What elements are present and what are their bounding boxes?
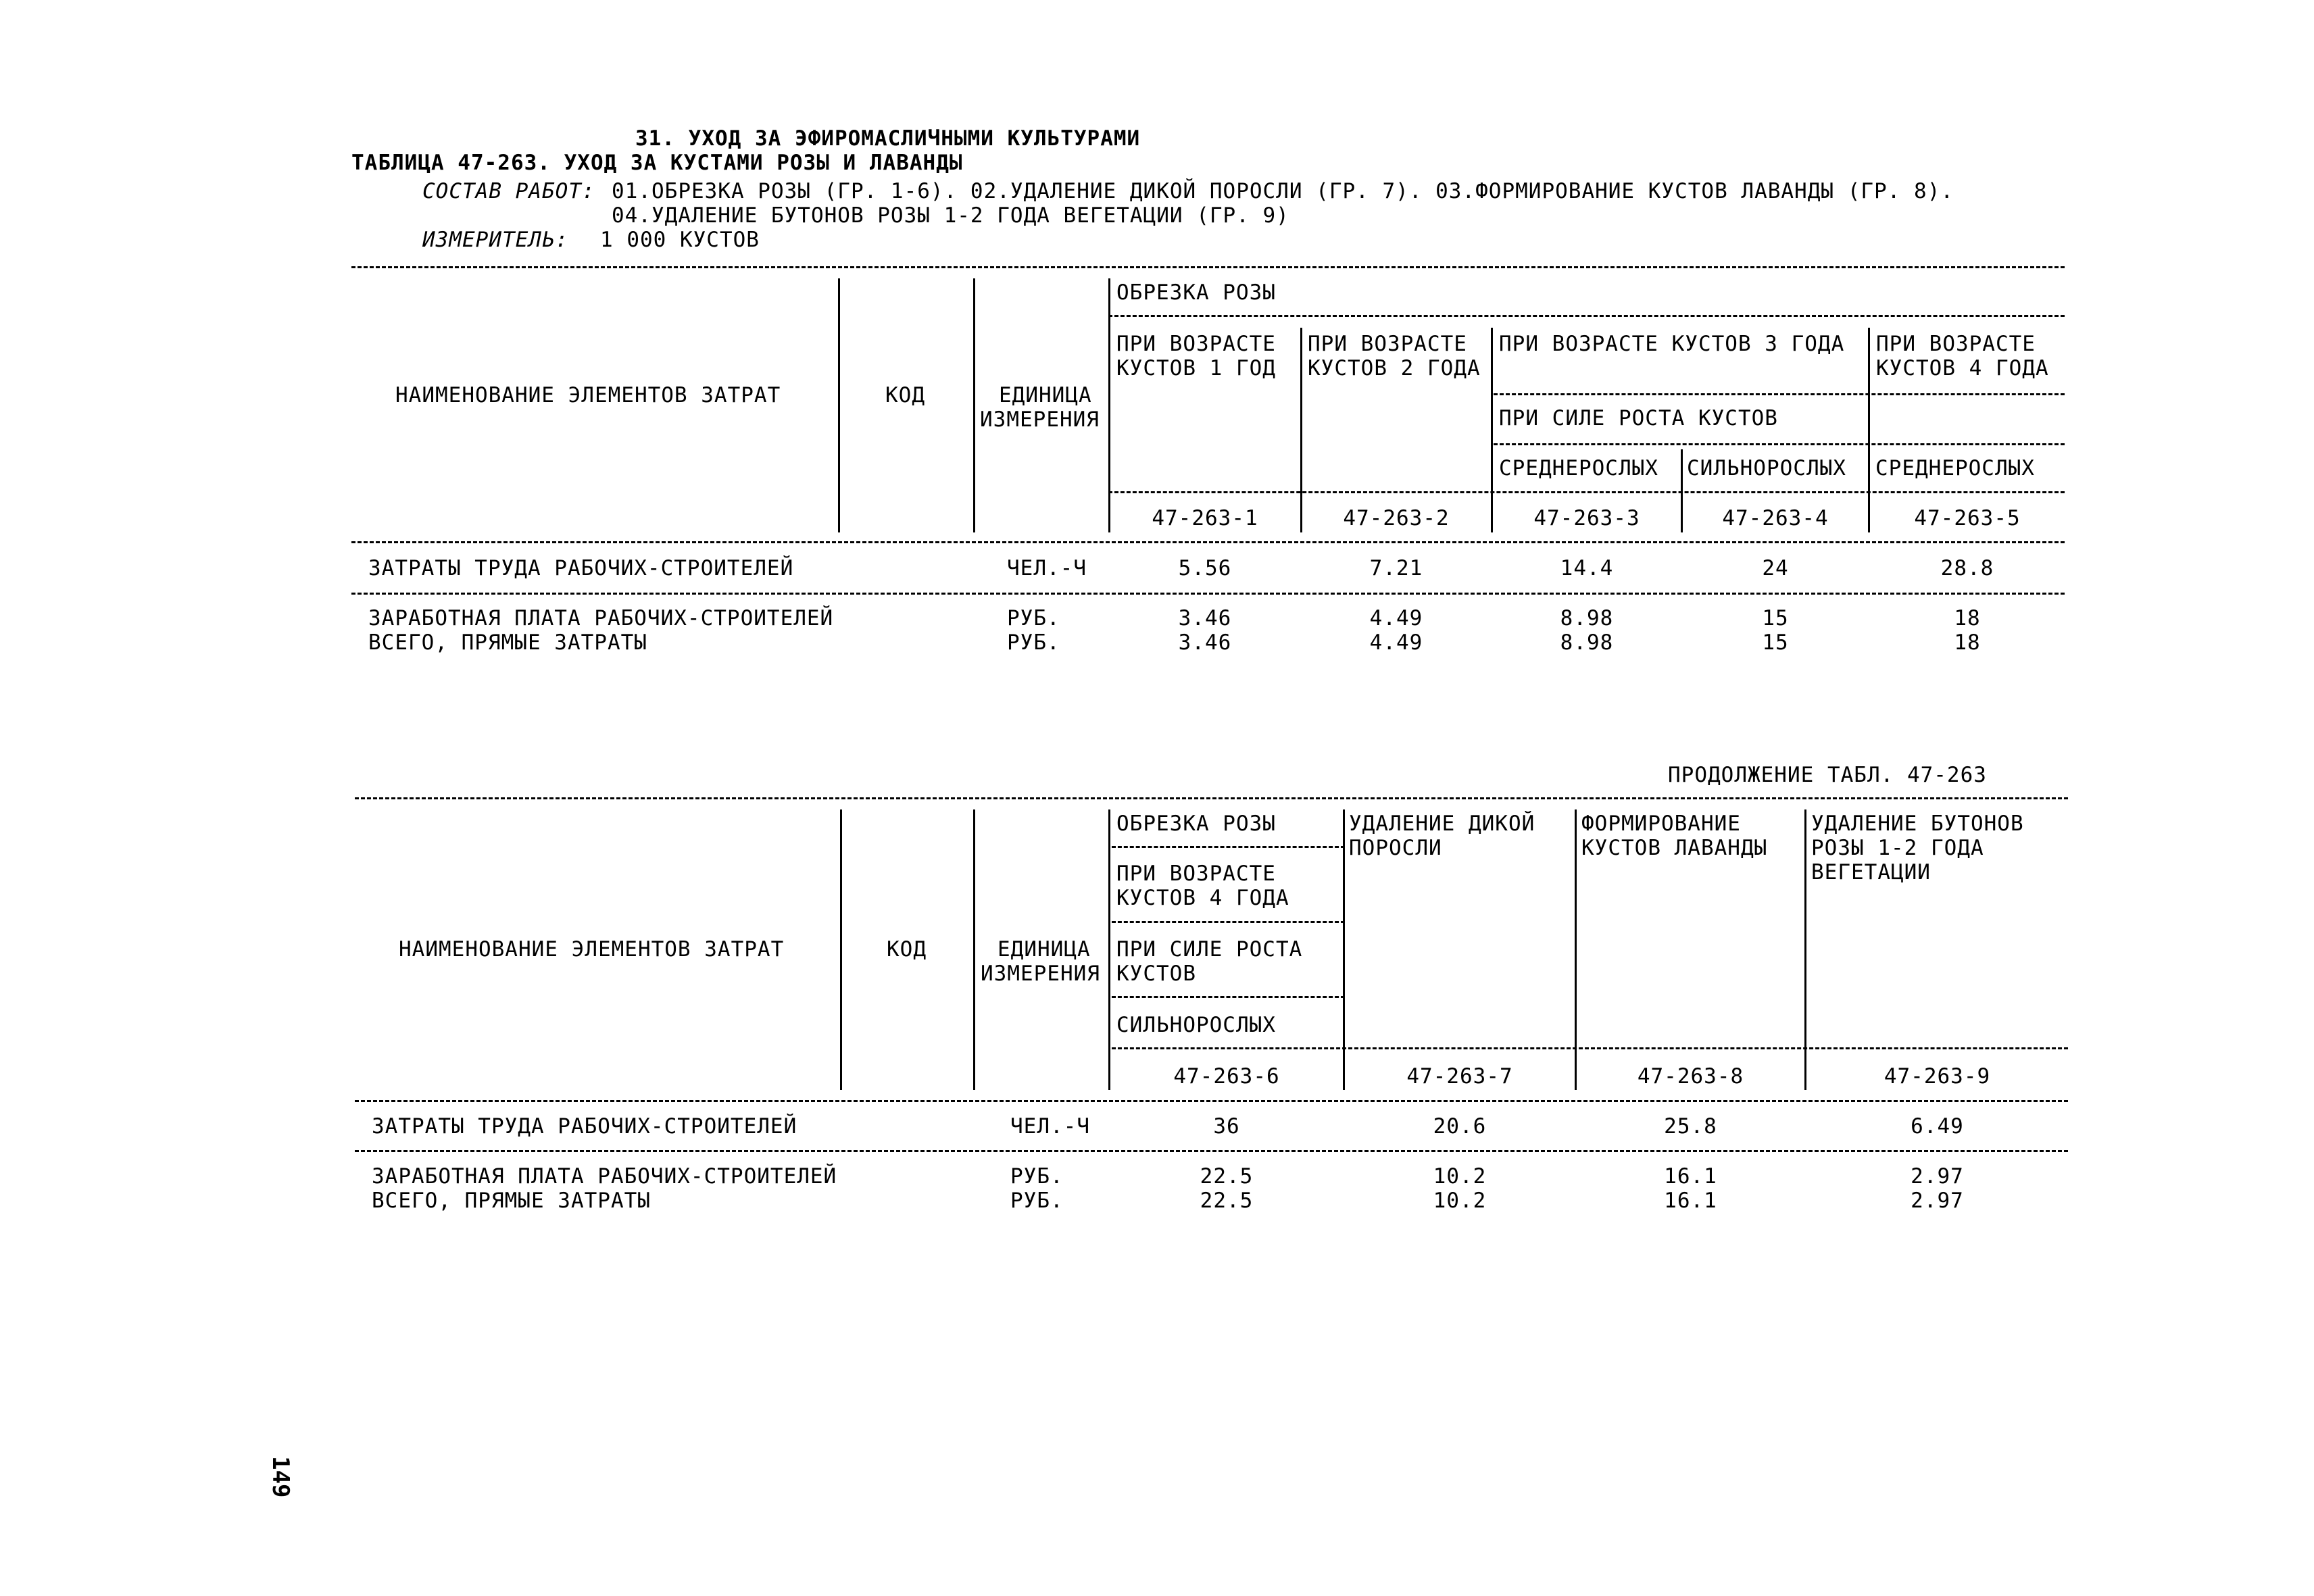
column-rule: [973, 809, 975, 1090]
age1-line-2: КУСТОВ 1 ГОД: [1116, 356, 1276, 380]
age3-header: ПРИ ВОЗРАСТЕ КУСТОВ 3 ГОДА: [1499, 332, 1845, 356]
code-cell: 47-263-3: [1533, 506, 1640, 530]
page-number: 149: [267, 1456, 294, 1498]
value-cell: 5.56: [1178, 556, 1232, 580]
rose-title: ОБРЕЗКА РОЗЫ: [1116, 812, 1276, 836]
value-cell: 22.5: [1200, 1164, 1254, 1189]
value-cell: 24: [1762, 556, 1789, 580]
column-rule: [1491, 328, 1493, 532]
buds-line-2: РОЗЫ 1-2 ГОДА: [1811, 836, 1984, 860]
column-rule: [1343, 809, 1345, 1090]
row-name: ЗАТРАТЫ ТРУДА РАБОЧИХ-СТРОИТЕЛЕЙ: [368, 556, 794, 580]
rule: [1112, 921, 1345, 923]
code-cell: 47-263-5: [1914, 506, 2021, 530]
row-unit: ЧЕЛ.-Ч: [1010, 1114, 1090, 1139]
composition-line-1: 01.ОБРЕЗКА РОЗЫ (ГР. 1-6). 02.УДАЛЕНИЕ ДИКОЙ ПОРОСЛИ (ГР. 7). 03.ФОРМИРОВАНИЕ КУСТОВ ЛАВАНДЫ (ГР. 8).: [612, 179, 1954, 203]
rule: [355, 1100, 2068, 1102]
lavender-line-1: ФОРМИРОВАНИЕ: [1581, 812, 1741, 836]
section-title: 31. УХОД ЗА ЭФИРОМАСЛИЧНЫМИ КУЛЬТУРАМИ: [635, 126, 1141, 151]
row-unit: РУБ.: [1007, 606, 1060, 630]
rule: [1494, 393, 2065, 395]
code-cell: 47-263-6: [1173, 1064, 1280, 1089]
value-cell: 7.21: [1369, 556, 1423, 580]
meter-value: 1 000 КУСТОВ: [600, 228, 760, 252]
value-cell: 18: [1954, 606, 1981, 630]
value-cell: 10.2: [1433, 1164, 1487, 1189]
rose-strong: СИЛЬНОРОСЛЫХ: [1116, 1013, 1276, 1037]
col-name-header: НАИМЕНОВАНИЕ ЭЛЕМЕНТОВ ЗАТРАТ: [399, 937, 785, 962]
value-cell: 6.49: [1911, 1114, 1964, 1139]
wild-line-1: УДАЛЕНИЕ ДИКОЙ: [1349, 812, 1535, 836]
col-unit-header-2: ИЗМЕРЕНИЯ: [981, 962, 1100, 986]
row-unit: РУБ.: [1007, 630, 1060, 655]
medium-header-1: СРЕДНЕРОСЛЫХ: [1499, 456, 1658, 480]
code-cell: 47-263-7: [1406, 1064, 1513, 1089]
col-unit-header-1: ЕДИНИЦА: [998, 937, 1091, 962]
group-title-rose: ОБРЕЗКА РОЗЫ: [1116, 280, 1276, 305]
composition-label: СОСТАВ РАБОТ:: [422, 179, 595, 203]
rule: [1112, 1047, 2068, 1049]
row-unit: РУБ.: [1010, 1189, 1064, 1213]
column-rule: [1108, 278, 1110, 532]
row-unit: ЧЕЛ.-Ч: [1007, 556, 1087, 580]
value-cell: 15: [1762, 606, 1789, 630]
value-cell: 2.97: [1911, 1189, 1964, 1213]
row-name: ВСЕГО, ПРЯМЫЕ ЗАТРАТЫ: [368, 630, 647, 655]
age2-line-2: КУСТОВ 2 ГОДА: [1308, 356, 1481, 380]
buds-line-1: УДАЛЕНИЕ БУТОНОВ: [1811, 812, 2024, 836]
rule: [351, 266, 2065, 268]
rose-growth-line-1: ПРИ СИЛЕ РОСТА: [1116, 937, 1303, 962]
row-name: ВСЕГО, ПРЯМЫЕ ЗАТРАТЫ: [372, 1189, 651, 1213]
buds-line-3: ВЕГЕТАЦИИ: [1811, 860, 1931, 884]
value-cell: 15: [1762, 630, 1789, 655]
growth-header: ПРИ СИЛЕ РОСТА КУСТОВ: [1499, 406, 1778, 430]
column-rule: [1868, 328, 1870, 532]
continuation-label: ПРОДОЛЖЕНИЕ ТАБЛ. 47-263: [1668, 763, 1987, 787]
value-cell: 3.46: [1178, 630, 1232, 655]
age1-line-1: ПРИ ВОЗРАСТЕ: [1116, 332, 1276, 356]
rule: [351, 593, 2065, 595]
age4-line-2: КУСТОВ 4 ГОДА: [1876, 356, 2049, 380]
value-cell: 36: [1213, 1114, 1240, 1139]
code-cell: 47-263-4: [1722, 506, 1829, 530]
wild-line-2: ПОРОСЛИ: [1349, 836, 1442, 860]
value-cell: 16.1: [1664, 1189, 1717, 1213]
column-rule: [1575, 809, 1577, 1090]
row-name: ЗАРАБОТНАЯ ПЛАТА РАБОЧИХ-СТРОИТЕЛЕЙ: [372, 1164, 837, 1189]
lavender-line-2: КУСТОВ ЛАВАНДЫ: [1581, 836, 1768, 860]
value-cell: 4.49: [1369, 630, 1423, 655]
value-cell: 20.6: [1433, 1114, 1487, 1139]
table-title: ТАБЛИЦА 47-263. УХОД ЗА КУСТАМИ РОЗЫ И ЛАВАНДЫ: [351, 151, 963, 175]
value-cell: 18: [1954, 630, 1981, 655]
column-rule: [838, 278, 840, 532]
value-cell: 8.98: [1560, 606, 1614, 630]
meter-label: ИЗМЕРИТЕЛЬ:: [422, 228, 569, 252]
age2-line-1: ПРИ ВОЗРАСТЕ: [1308, 332, 1467, 356]
value-cell: 25.8: [1664, 1114, 1717, 1139]
col-name-header: НАИМЕНОВАНИЕ ЭЛЕМЕНТОВ ЗАТРАТ: [395, 383, 781, 407]
column-rule: [973, 278, 975, 532]
medium-header-2: СРЕДНЕРОСЛЫХ: [1875, 456, 2035, 480]
rule: [351, 541, 2065, 543]
value-cell: 2.97: [1911, 1164, 1964, 1189]
column-rule: [1804, 809, 1806, 1090]
value-cell: 8.98: [1560, 630, 1614, 655]
rule: [1112, 996, 1345, 998]
composition-line-2: 04.УДАЛЕНИЕ БУТОНОВ РОЗЫ 1-2 ГОДА ВЕГЕТАЦИИ (ГР. 9): [612, 203, 1289, 228]
col-code-header: КОД: [885, 383, 925, 407]
col-unit-header-1: ЕДИНИЦА: [999, 383, 1092, 407]
rose-growth-line-2: КУСТОВ: [1116, 962, 1196, 986]
value-cell: 4.49: [1369, 606, 1423, 630]
code-cell: 47-263-1: [1152, 506, 1258, 530]
rule: [1494, 443, 2065, 445]
col-unit-header-2: ИЗМЕРЕНИЯ: [980, 407, 1100, 432]
value-cell: 14.4: [1560, 556, 1614, 580]
row-name: ЗАРАБОТНАЯ ПЛАТА РАБОЧИХ-СТРОИТЕЛЕЙ: [368, 606, 834, 630]
col-code-header: КОД: [887, 937, 927, 962]
value-cell: 3.46: [1178, 606, 1232, 630]
rose-age-line-2: КУСТОВ 4 ГОДА: [1116, 886, 1289, 910]
strong-header: СИЛЬНОРОСЛЫХ: [1687, 456, 1846, 480]
value-cell: 10.2: [1433, 1189, 1487, 1213]
rule: [355, 797, 2068, 799]
column-rule: [1108, 809, 1110, 1090]
rule: [1112, 846, 1345, 848]
row-unit: РУБ.: [1010, 1164, 1064, 1189]
row-name: ЗАТРАТЫ ТРУДА РАБОЧИХ-СТРОИТЕЛЕЙ: [372, 1114, 797, 1139]
code-cell: 47-263-9: [1884, 1064, 1991, 1089]
rule: [355, 1150, 2068, 1152]
age4-line-1: ПРИ ВОЗРАСТЕ: [1876, 332, 2036, 356]
value-cell: 28.8: [1940, 556, 1994, 580]
column-rule: [840, 809, 842, 1090]
value-cell: 16.1: [1664, 1164, 1717, 1189]
code-cell: 47-263-8: [1637, 1064, 1744, 1089]
value-cell: 22.5: [1200, 1189, 1254, 1213]
rose-age-line-1: ПРИ ВОЗРАСТЕ: [1116, 862, 1276, 886]
rule: [1108, 315, 2065, 317]
column-rule: [1300, 328, 1302, 532]
rule: [1108, 491, 2065, 493]
code-cell: 47-263-2: [1343, 506, 1450, 530]
